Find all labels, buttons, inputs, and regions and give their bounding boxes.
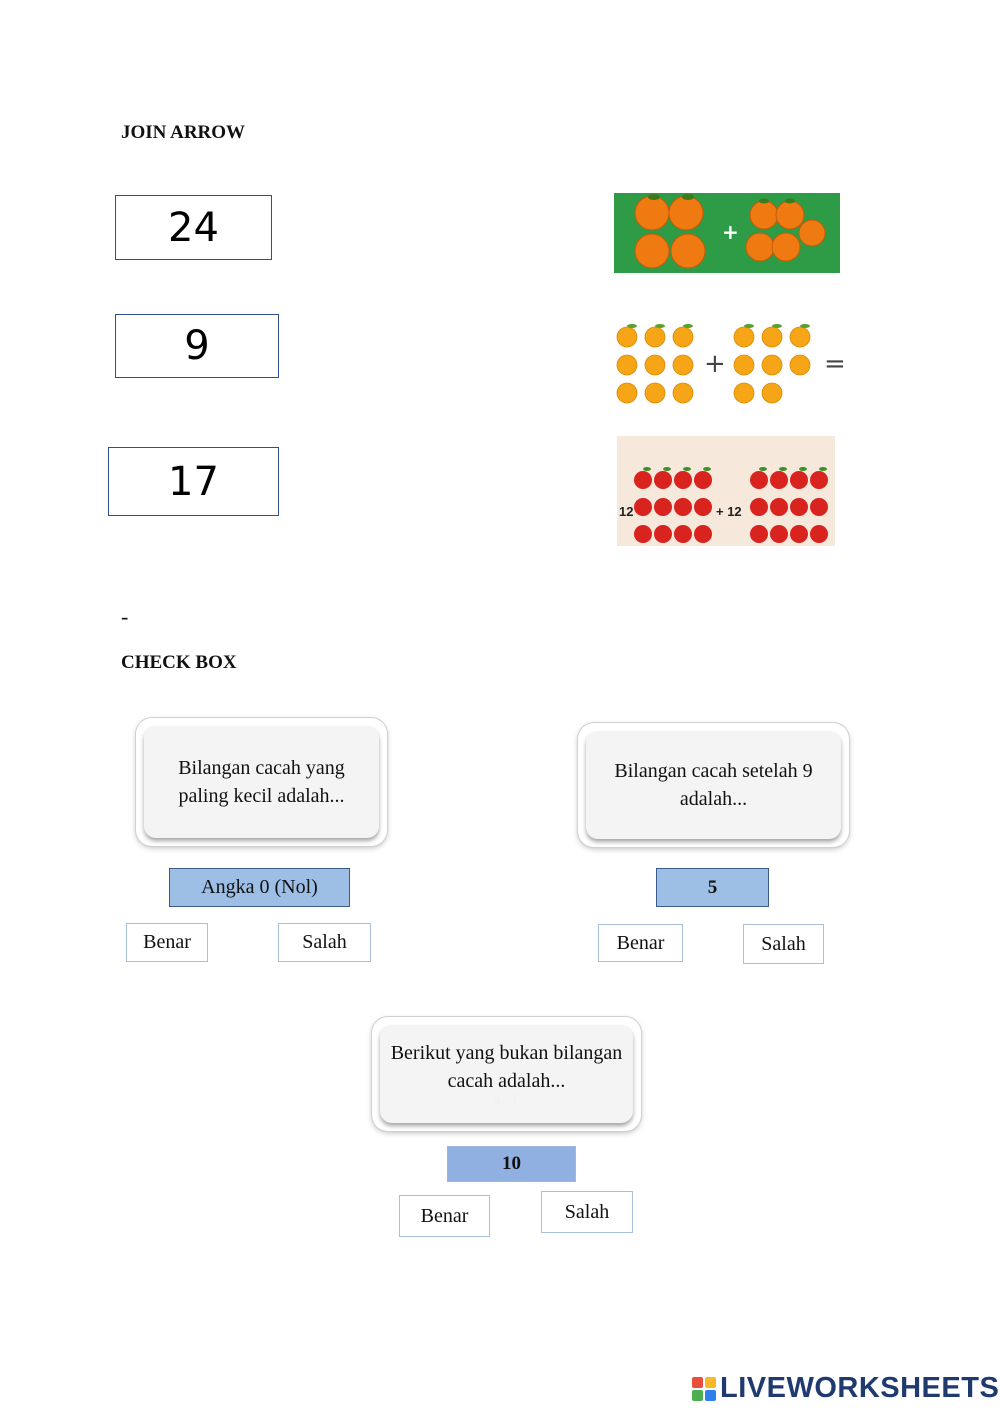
- number-box-24[interactable]: 24: [115, 195, 272, 260]
- number-box-9[interactable]: 9: [115, 314, 279, 378]
- check-box-heading: CHECK BOX: [121, 652, 237, 673]
- benar-button-3[interactable]: Benar: [399, 1195, 490, 1237]
- plus-sign-1: +: [722, 220, 739, 244]
- question-card-2: [578, 723, 849, 847]
- apple-label-left: 12: [619, 504, 634, 519]
- benar-button-2[interactable]: Benar: [598, 924, 683, 962]
- apples-sum-picture[interactable]: [617, 436, 835, 546]
- brand-name: LIVEWORKSHEETS: [720, 1372, 1000, 1404]
- oranges-sum-picture[interactable]: [614, 320, 846, 406]
- salah-button-1[interactable]: Salah: [278, 923, 371, 962]
- question-text-2: Bilangan cacah setelah 9 adalah...: [586, 731, 841, 839]
- question-card-1: [136, 718, 387, 846]
- benar-button-1[interactable]: Benar: [126, 923, 208, 962]
- answer-box-2: 5: [656, 868, 769, 907]
- separator-dash: -: [121, 604, 129, 629]
- apple-label-right: + 12: [716, 504, 742, 519]
- liveworksheets-logo: [692, 1372, 999, 1405]
- answer-box-1: Angka 0 (Nol): [169, 868, 350, 907]
- liveworksheets-logo-icon: [692, 1377, 716, 1401]
- question-text-1: Bilangan cacah yang paling kecil adalah...: [144, 726, 379, 838]
- oranges-addition-picture[interactable]: [614, 193, 840, 273]
- number-box-17[interactable]: 17: [108, 447, 279, 516]
- answer-box-3: 10: [447, 1146, 576, 1182]
- svg-text:=: =: [824, 349, 846, 379]
- salah-button-3[interactable]: Salah: [541, 1191, 633, 1233]
- question-card-3: [372, 1017, 641, 1131]
- svg-text:+: +: [704, 349, 726, 379]
- salah-button-2[interactable]: Salah: [743, 924, 824, 964]
- hidden-hint: a. 3: [494, 1091, 518, 1108]
- join-arrow-heading: JOIN ARROW: [121, 122, 246, 143]
- question-text-3: Berikut yang bukan bilangan cacah adalah...: [380, 1025, 633, 1123]
